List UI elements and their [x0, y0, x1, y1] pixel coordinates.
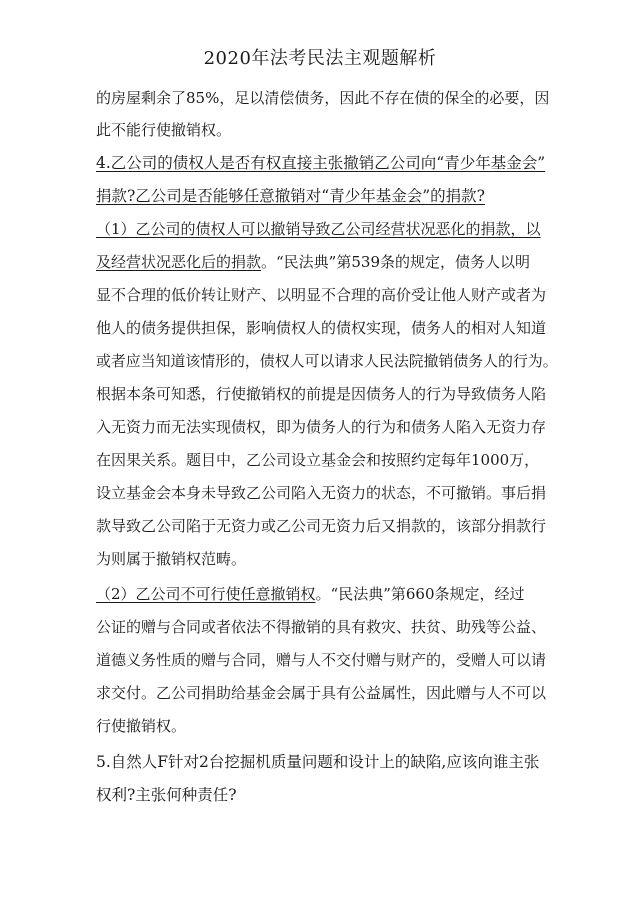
text-line [96, 752, 556, 772]
underlined-text: 捐款?乙公司是否能够任意撤销对“青少年基金会”的捐款? [96, 187, 485, 205]
text-span: 此不能行使撤销权。 [96, 121, 232, 139]
underlined-text: 及经营状况恶化后的捐款 [96, 253, 262, 271]
text-span: 入无资力而无法实现债权，即为债务人的行为和债务人陷入无资力存 [96, 418, 547, 436]
text-span: 设立基金会本身未导致乙公司陷入无资力的状态，不可撤销。事后捐 [96, 484, 547, 502]
text-span: 权利?主张何种责任? [96, 786, 237, 804]
text-span: 行使撤销权。 [96, 717, 187, 735]
text-line [96, 120, 556, 140]
text-line [96, 351, 556, 371]
text-line [96, 516, 556, 536]
text-line [96, 683, 556, 703]
text-span: 求交付。乙公司捐助给基金会属于具有公益属性，因此赠与人不可以 [96, 684, 547, 702]
text-line [96, 483, 556, 503]
text-span: 或者应当知道该情形的，债权人可以请求人民法院撤销债务人的行为。 [96, 352, 558, 370]
text-span: 。“民法典”第539条的规定，债务人以明 [261, 253, 530, 271]
text-line [96, 417, 556, 437]
page-title: 2020年法考民法主观题解析 [203, 48, 437, 69]
text-line [96, 252, 556, 272]
text-line [96, 785, 556, 805]
underlined-text: （1）乙公司的债权人可以撤销导致乙公司经营状况恶化的捐款，以 [96, 220, 541, 238]
text-line [96, 285, 556, 305]
text-span: 根据本条可知悉，行使撤销权的前提是因债务人的行为导致债务人陷 [96, 385, 547, 403]
underlined-text: （2）乙公司不可行使任意撤销权 [96, 585, 316, 603]
text-line [96, 549, 556, 569]
text-line [96, 450, 556, 470]
text-line [96, 384, 556, 404]
underlined-text: 4.乙公司的债权人是否有权直接主张撤销乙公司向“青少年基金会” [96, 154, 546, 172]
text-span: 他人的债务提供担保，影响债权人的债权实现，债务人的相对人知道 [96, 319, 547, 337]
text-line [96, 617, 556, 637]
text-span: 5.自然人F针对2台挖掘机质量问题和设计上的缺陷,应该向谁主张 [96, 753, 540, 771]
text-span: 的房屋剩余了85%，足以清偿债务，因此不存在债的保全的必要，因 [96, 89, 550, 107]
text-span: 公证的赠与合同或者依法不得撤销的具有救灾、扶贫、助残等公益、 [96, 618, 547, 636]
text-line [96, 153, 556, 173]
text-line [96, 219, 556, 239]
text-line [96, 186, 556, 206]
text-line [96, 650, 556, 670]
text-span: 款导致乙公司陷于无资力或乙公司无资力后又捐款的，该部分捐款行 [96, 517, 547, 535]
text-span: 道德义务性质的赠与合同，赠与人不交付赠与财产的，受赠人可以请 [96, 651, 547, 669]
text-span: 为则属于撤销权范畴。 [96, 550, 247, 568]
text-span: 在因果关系。题目中，乙公司设立基金会和按照约定每年1000万， [96, 451, 540, 469]
text-line [96, 716, 556, 736]
text-line [96, 584, 556, 604]
text-span: 。“民法典”第660条规定，经过 [315, 585, 525, 603]
text-line [96, 88, 556, 108]
text-span: 显不合理的低价转让财产、以明显不合理的高价受让他人财产或者为 [96, 286, 547, 304]
text-line [96, 318, 556, 338]
